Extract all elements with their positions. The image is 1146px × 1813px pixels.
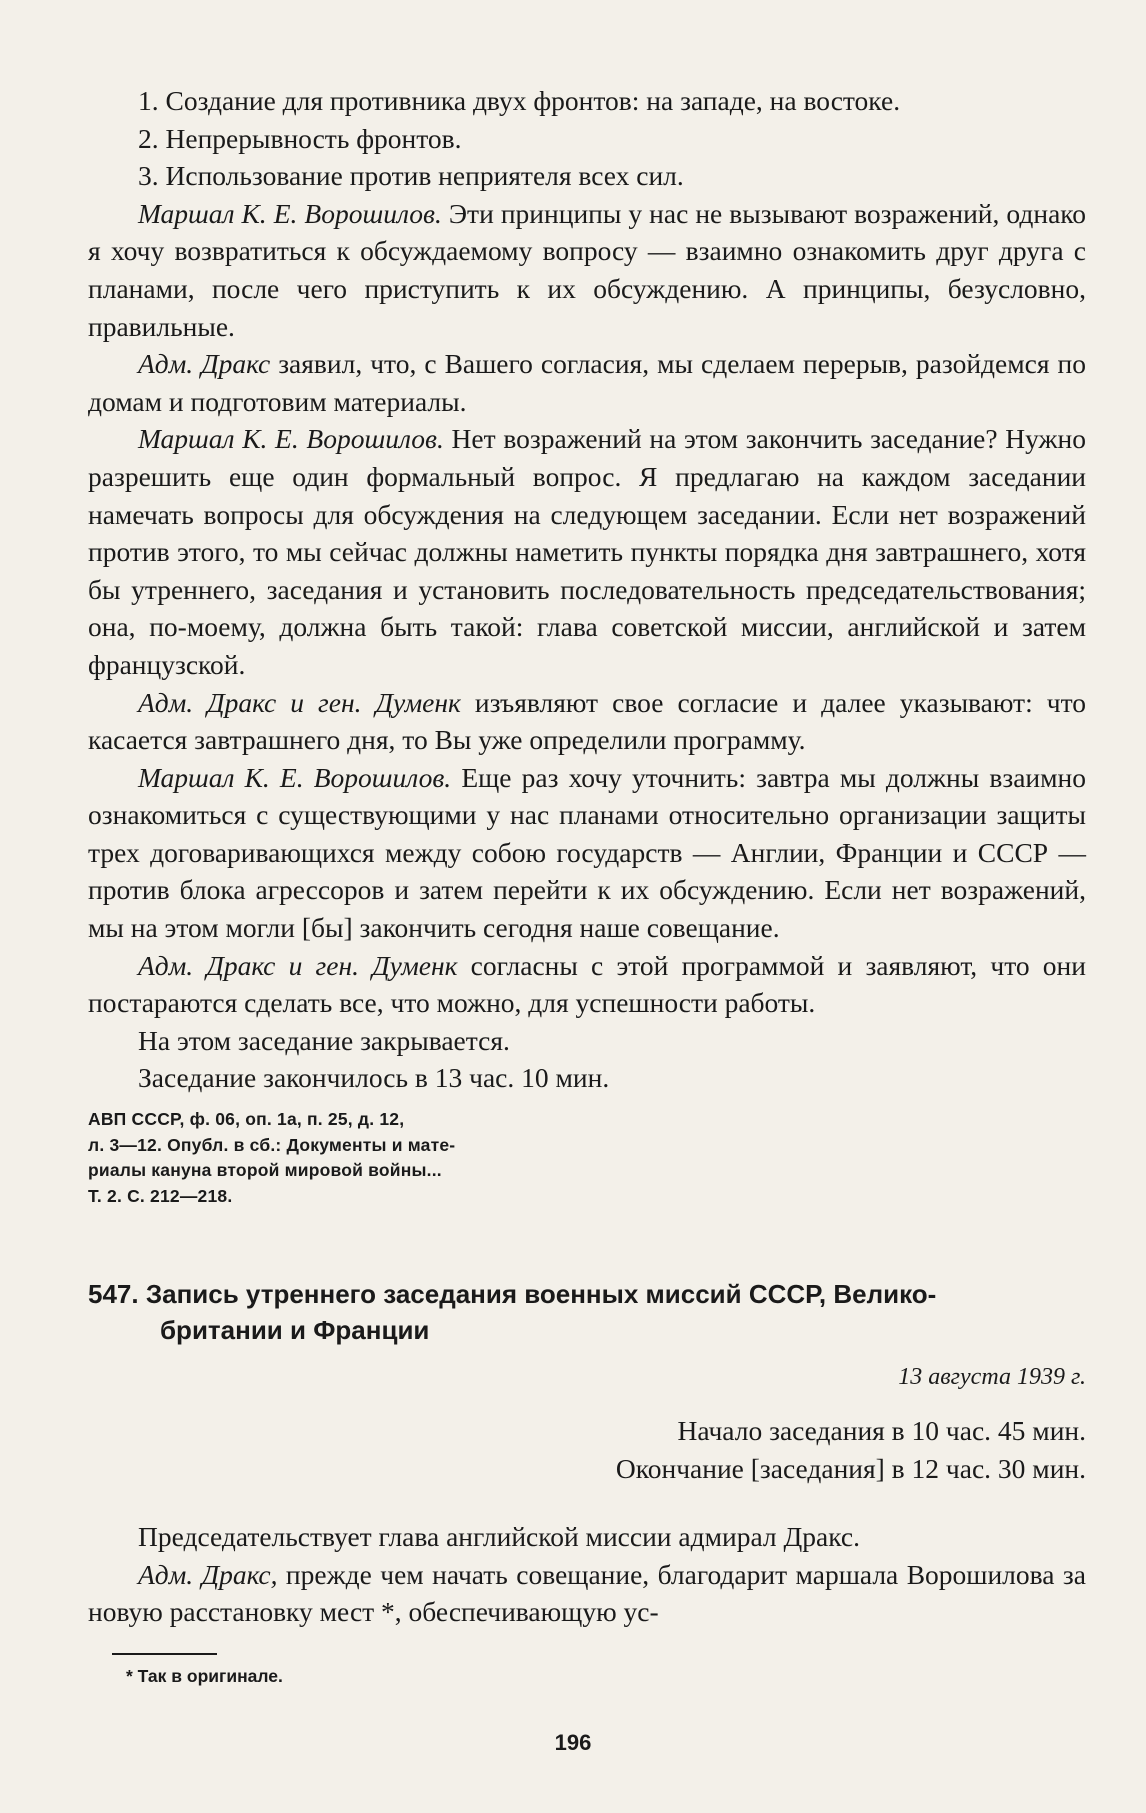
dialogue-paragraph bbox=[88, 420, 1086, 683]
source-line: л. 3—12. Опубл. в сб.: Документы и мате- bbox=[88, 1134, 456, 1155]
document-title bbox=[88, 1276, 1086, 1348]
speaker-name: Маршал К. Е. Ворошилов. bbox=[138, 761, 452, 793]
speech-text: заявил, что, с Вашего согласия, мы сделаем перерыв, разойдемся по домам и подготовим материалы. bbox=[88, 348, 1086, 417]
speech-text: согласны с этой программой и заявляют, что они постараются сделать все, что можно, для успешности работы. bbox=[88, 949, 1086, 1019]
speaker-name: Адм. Дракс и ген. Думенк bbox=[138, 686, 461, 718]
dialogue-paragraph bbox=[88, 345, 1086, 420]
meeting-times bbox=[88, 1412, 1086, 1488]
principle-2: 2. Непрерывность фронтов. bbox=[138, 122, 462, 154]
spacer bbox=[88, 1488, 1086, 1518]
document-title-line-2: британии и Франции bbox=[160, 1315, 430, 1346]
closing-time: Заседание закончилось в 13 час. 10 мин. bbox=[138, 1062, 610, 1094]
closing-statement: На этом заседание закрывается. bbox=[138, 1024, 510, 1056]
speech-text: Нет возражений на этом закончить заседание? Нужно разрешить еще один формальный вопрос. Я предлагаю на каждом заседании намечать вопросы для обсуждения на следующем заседании. Если нет возражений против этого, то мы сейчас должны наметить пункты порядка дня завтрашнего, хотя бы утреннего, заседания и установить последовательность председательствования; она, по-моему, должна быть такой: глава советской миссии, английской и затем французской. bbox=[88, 423, 1086, 680]
dialogue-paragraph bbox=[88, 684, 1086, 759]
page-content bbox=[88, 82, 1086, 1689]
speaker-name: Маршал К. Е. Ворошилов. bbox=[138, 197, 442, 229]
speech-text: прежде чем начать совещание, благодарит маршала Ворошилова за новую расстановку мест *, обеспечивающую ус- bbox=[88, 1558, 1086, 1628]
dialogue-paragraph bbox=[88, 195, 1086, 345]
footnote: * Так в оригинале. bbox=[126, 1665, 283, 1686]
speech-text: Эти принципы у нас не вызывают возражений, однако я хочу возвратиться к обсуждаемому вопросу — взаимно ознакомить друг друга с планами, после чего приступить к их обсуждению. А принципы, безусловно, правильные. bbox=[88, 197, 1086, 342]
start-time: Начало заседания в 10 час. 45 мин. bbox=[677, 1415, 1086, 1447]
speech-text: Еще раз хочу уточнить: завтра мы должны взаимно ознакомиться с существующими у нас планами относительно организации защиты трех договаривающихся между собою государств — Англии, Франции и СССР — против блока агрессоров и затем перейти к их обсуждению. Если нет возражений, мы на этом могли [бы] закончить сегодня наше совещание. bbox=[88, 761, 1086, 944]
speech-text: изъявляют свое согласие и далее указывают: что касается завтрашнего дня, то Вы уже определили программу. bbox=[88, 686, 1086, 756]
dialogue-paragraph bbox=[88, 1556, 1086, 1631]
document-title-line-1: 547. Запись утреннего заседания военных миссий СССР, Велико- bbox=[88, 1279, 937, 1310]
page-number: 196 bbox=[554, 1730, 592, 1755]
source-line: Т. 2. С. 212—218. bbox=[88, 1185, 233, 1206]
archive-source bbox=[88, 1107, 608, 1209]
end-time: Окончание [заседания] в 12 час. 30 мин. bbox=[615, 1453, 1086, 1485]
speaker-name: Адм. Дракс bbox=[138, 348, 271, 380]
source-line: риалы кануна второй мировой войны... bbox=[88, 1160, 442, 1181]
principle-1: 1. Создание для противника двух фронтов: на западе, на востоке. bbox=[138, 85, 901, 116]
footnote-divider bbox=[112, 1653, 217, 1655]
chair-paragraph bbox=[88, 1518, 1086, 1556]
document-date: 13 августа 1939 г. bbox=[898, 1364, 1086, 1391]
speaker-name: Маршал К. Е. Ворошилов. bbox=[138, 423, 444, 455]
speech-text: Председательствует глава английской миссии адмирал Дракс. bbox=[138, 1521, 860, 1553]
principle-3: 3. Использование против неприятеля всех сил. bbox=[138, 160, 684, 192]
dialogue-paragraph bbox=[88, 759, 1086, 947]
dialogue-paragraph bbox=[88, 947, 1086, 1022]
speaker-name: Адм. Дракс, bbox=[138, 1558, 278, 1590]
source-line: АВП СССР, ф. 06, оп. 1а, п. 25, д. 12, bbox=[88, 1109, 405, 1130]
speaker-name: Адм. Дракс и ген. Думенк bbox=[138, 949, 458, 981]
